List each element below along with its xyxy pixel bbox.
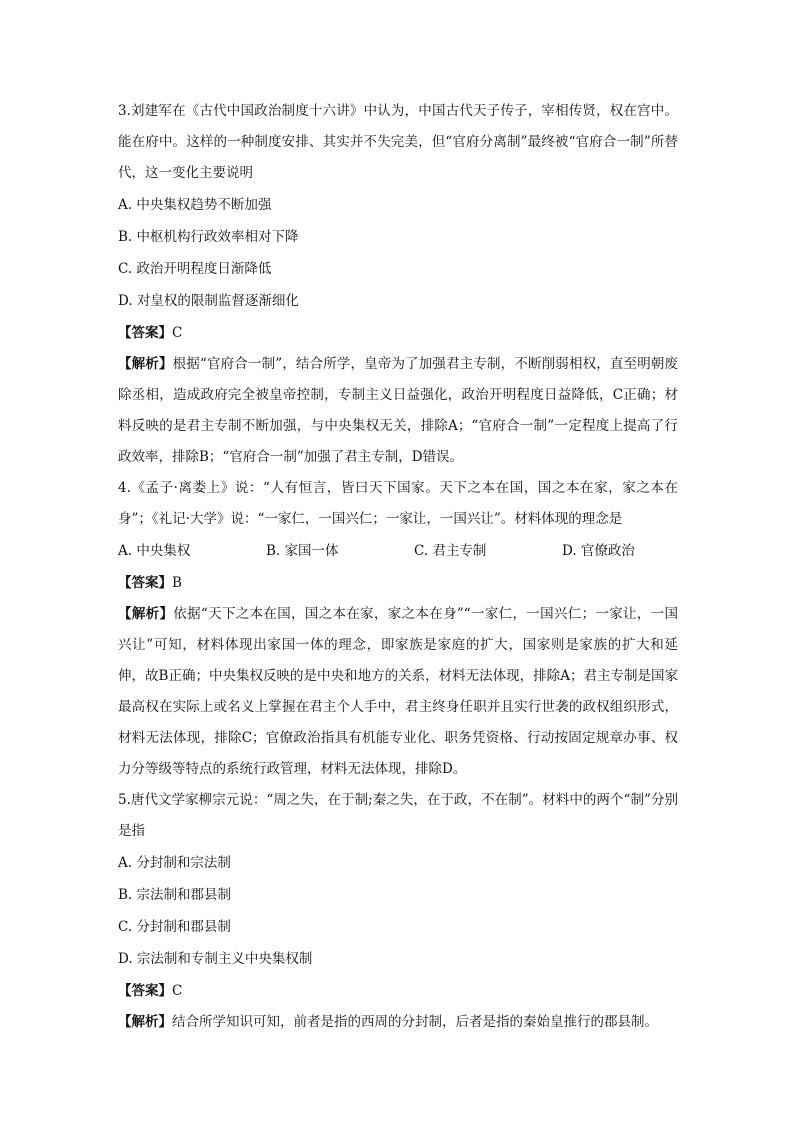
question-3-analysis [118,349,678,473]
analysis-text: 结合所学知识可知，前者是指的西周的分封制，后者是指的秦始皇推行的郡县制。 [172,1014,658,1030]
question-4-option-d: D. 官僚政治 [562,543,635,559]
question-3-option-c: C. 政治开明程度日渐降低 [118,261,272,277]
question-4-answer [118,567,678,599]
analysis-tag: 【解析】 [118,1014,172,1030]
answer-tag: 【答案】 [118,983,172,999]
answer-tag: 【答案】 [118,325,172,341]
question-5-analysis [118,1007,678,1038]
question-4-option-c: C. 君主专制 [414,543,487,559]
analysis-text: 依据“天下之本在国，国之本在家，家之本在身”“一家仁，一国兴仁；一家让，一国兴让”可知，材料体现出家国一体的理念，即家族是家庭的扩大，国家则是家族的扩大和延伸，故B正确；中央集权反映的是中央和地方的关系，材料无法体现，排除A；君主专制是国家最高权在实际上或名义上掌握在君主个人手中，君主终身任职并且实行世袭的政权组织形式，材料无法体现，排除C；官僚政治指具有机能专业化、职务凭资格、行动按固定规章办事、权力分等级等特点的系统行政管理，材料无法体现，排除D。 [118,606,678,777]
answer-value: B [172,575,182,591]
analysis-tag: 【解析】 [118,606,174,622]
question-5-option-d: D. 宗法制和专制主义中央集权制 [118,951,313,967]
question-5-option-b: B. 宗法制和郡县制 [118,887,232,903]
question-3-option-a: A. 中央集权趋势不断加强 [118,197,272,213]
question-3-option-b: B. 中枢机构行政效率相对下降 [118,229,299,245]
question-4-options [118,535,678,567]
analysis-tag: 【解析】 [118,356,173,372]
question-4-analysis [118,599,678,785]
question-3-answer [118,317,678,349]
analysis-text: 根据“官府合一制”，结合所学，皇帝为了加强君主专制，不断削弱相权，直至明朝废除丞相，造成政府完全被皇帝控制，专制主义日益强化，政治开明程度日益降低，C正确；材料反映的是君主专制不断加强，与中央集权无关，排除A；“官府合一制”一定程度上提高了行政效率，排除B；“官府合一制”加强了君主专制，D错误。 [118,356,678,465]
question-4-stem: 4.《孟子·离娄上》说：“人有恒言，皆曰天下国家。天下之本在国，国之本在家，家之本在身”；《礼记·大学》说：“一家仁，一国兴仁；一家让，一国兴让”。材料体现的理念是 [118,480,678,527]
question-5-answer [118,975,678,1007]
answer-value: C [172,325,183,341]
question-3-option-d: D. 对皇权的限制监督逐渐细化 [118,293,299,309]
question-5-option-a: A. 分封制和宗法制 [118,855,231,871]
question-4-option-b: B. 家国一体 [266,543,339,559]
question-3-stem: 3.刘建军在《古代中国政治制度十六讲》中认为，中国古代天子传子，宰相传贤，权在宫中。能在府中。这样的一种制度安排、其实并不失完美，但“官府分离制”最终被“官府合一制”所替代，这一变化主要说明 [118,103,678,181]
question-5-option-c: C. 分封制和郡县制 [118,919,231,935]
question-4-option-a: A. 中央集权 [118,543,191,559]
answer-tag: 【答案】 [118,575,172,591]
document-page [118,96,678,1038]
answer-value: C [172,983,183,999]
question-5-stem: 5.唐代文学家柳宗元说：“周之失，在于制;秦之失，在于政，不在制”。材料中的两个“制”分别是指 [118,792,678,839]
